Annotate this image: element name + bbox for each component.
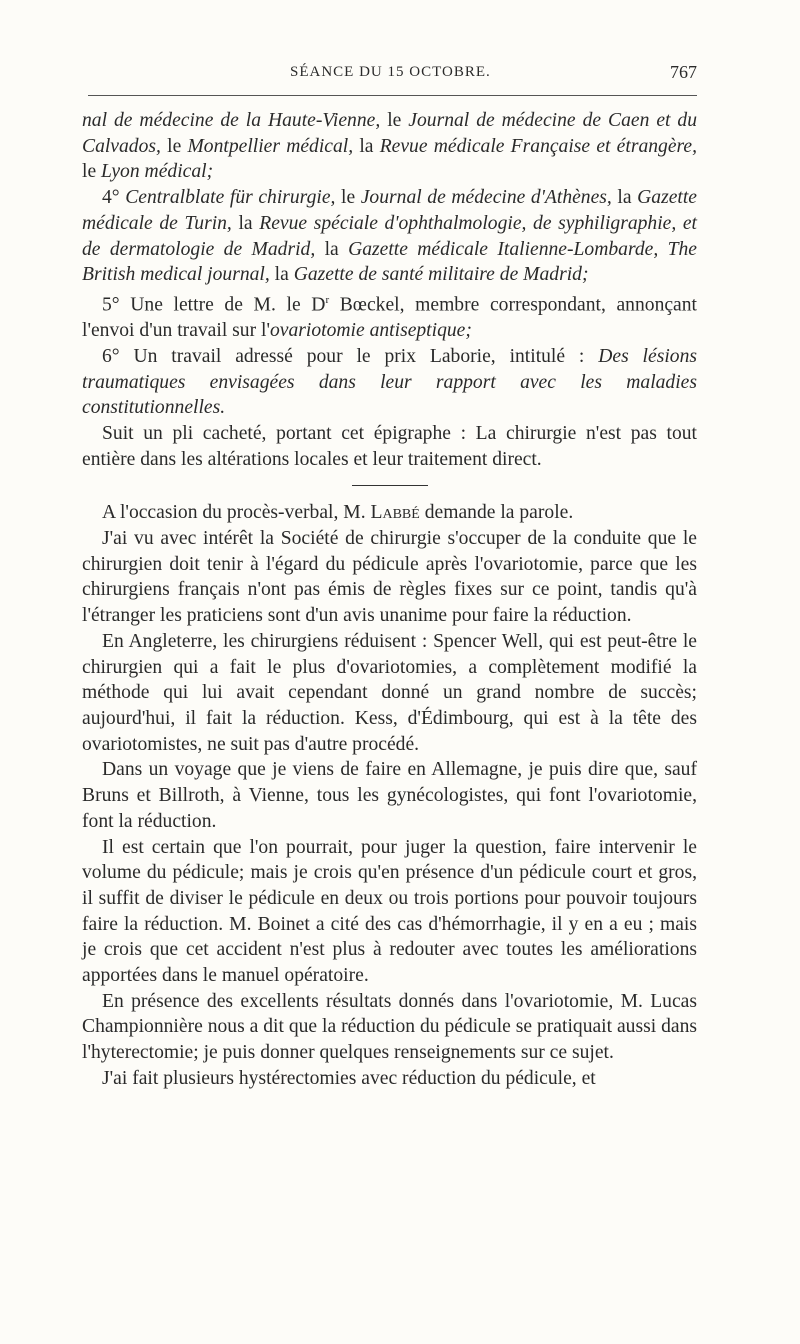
paragraph-allemagne: Dans un voyage que je viens de faire en Allemagne, je puis dire que, sauf Bruns et Billroth, à Vienne, tous les gynécologistes, qui font l'ovariotomie, font la réduction.: [82, 759, 697, 832]
paragraph-labbe-intro: A l'occasion du procès-verbal, M. Labbé demande la parole.: [102, 502, 574, 524]
page-number: 767: [670, 62, 697, 82]
paragraph-volume: Il est certain que l'on pourrait, pour juger la question, faire intervenir le volume du pédicule; mais je crois qu'en présence d'un pédicule court et gros, il suffit de diviser le pédicule en deux ou trois portions pour pouvoir toujours faire la réduction. M. Boinet a cité des cas d'hémorrhagie, il y en a eu ; mais je crois que cet accident n'est plus à redouter avec toutes les améliorations apportées dans le manuel opératoire.: [82, 836, 697, 987]
paragraph-item-5: 5° Une lettre de M. le $D^r$ Bœckel, membre correspondant, annonçant l'envoi d'un travail sur l'ovariotomie antiseptique;: [82, 293, 697, 342]
paragraph-angleterre: En Angleterre, les chirurgiens réduisent : Spencer Well, qui est peut-être le chirurgien qui a fait le plus d'ovariotomies, a complètement modifié la méthode qui lui avait cependant donné un grand nombre de succès; aujourd'hui, il fait la réduction. Kess, d'Édimbourg, qui est à la tête des ovariotomistes, ne suit pas d'autre procédé.: [82, 630, 697, 755]
section-separator: [352, 485, 428, 486]
paragraph-journal-list: nal de médecine de la Haute-Vienne, le Journal de médecine de Caen et du Calvados, le Montpellier médical, la Revue médicale Française et étrangère, le Lyon médical;: [82, 110, 698, 183]
paragraph-sealed-letter: Suit un pli cacheté, portant cet épigraphe : La chirurgie n'est pas tout entière dans les altérations locales et leur traitement direct.: [82, 422, 697, 470]
paragraph-item-6: 6° Un travail adressé pour le prix Laborie, intitulé : Des lésions traumatiques envisagées dans leur rapport avec les maladies constitutionnelles.: [82, 345, 697, 419]
page-header: [80, 60, 697, 86]
header-rule: [88, 95, 697, 96]
paragraph-pedicule: J'ai vu avec intérêt la Société de chirurgie s'occuper de la conduite que le chirurgien doit tenir à l'égard du pédicule après l'ovariotomie, parce que les chirurgiens français n'ont pas émis de règles fixes sur ce point, tandis qu'à l'étranger les praticiens sont d'un avis unanime pour faire la réduction.: [82, 528, 697, 627]
paragraph-final: J'ai fait plusieurs hystérectomies avec réduction du pédicule, et: [102, 1067, 596, 1089]
running-title: SÉANCE DU 15 OCTOBRE.: [290, 64, 491, 80]
paragraph-item-4: 4° Centralblate für chirurgie, le Journal de médecine d'Athènes, la Gazette médicale de Turin, la Revue spéciale d'ophthalmologie, de syphiligraphie, et de dermatologie de Madrid, la Gazette médicale Italienne-Lombarde, The British medical journal, la Gazette de santé militaire de Madrid;: [82, 187, 698, 286]
body-text: [82, 108, 697, 1092]
paragraph-hysterectomie: En présence des excellents résultats donnés dans l'ovariotomie, M. Lucas Championnière nous a dit que la réduction du pédicule se pratiquait aussi dans l'hyterectomie; je puis donner quelques renseignements sur ce sujet.: [82, 990, 697, 1064]
